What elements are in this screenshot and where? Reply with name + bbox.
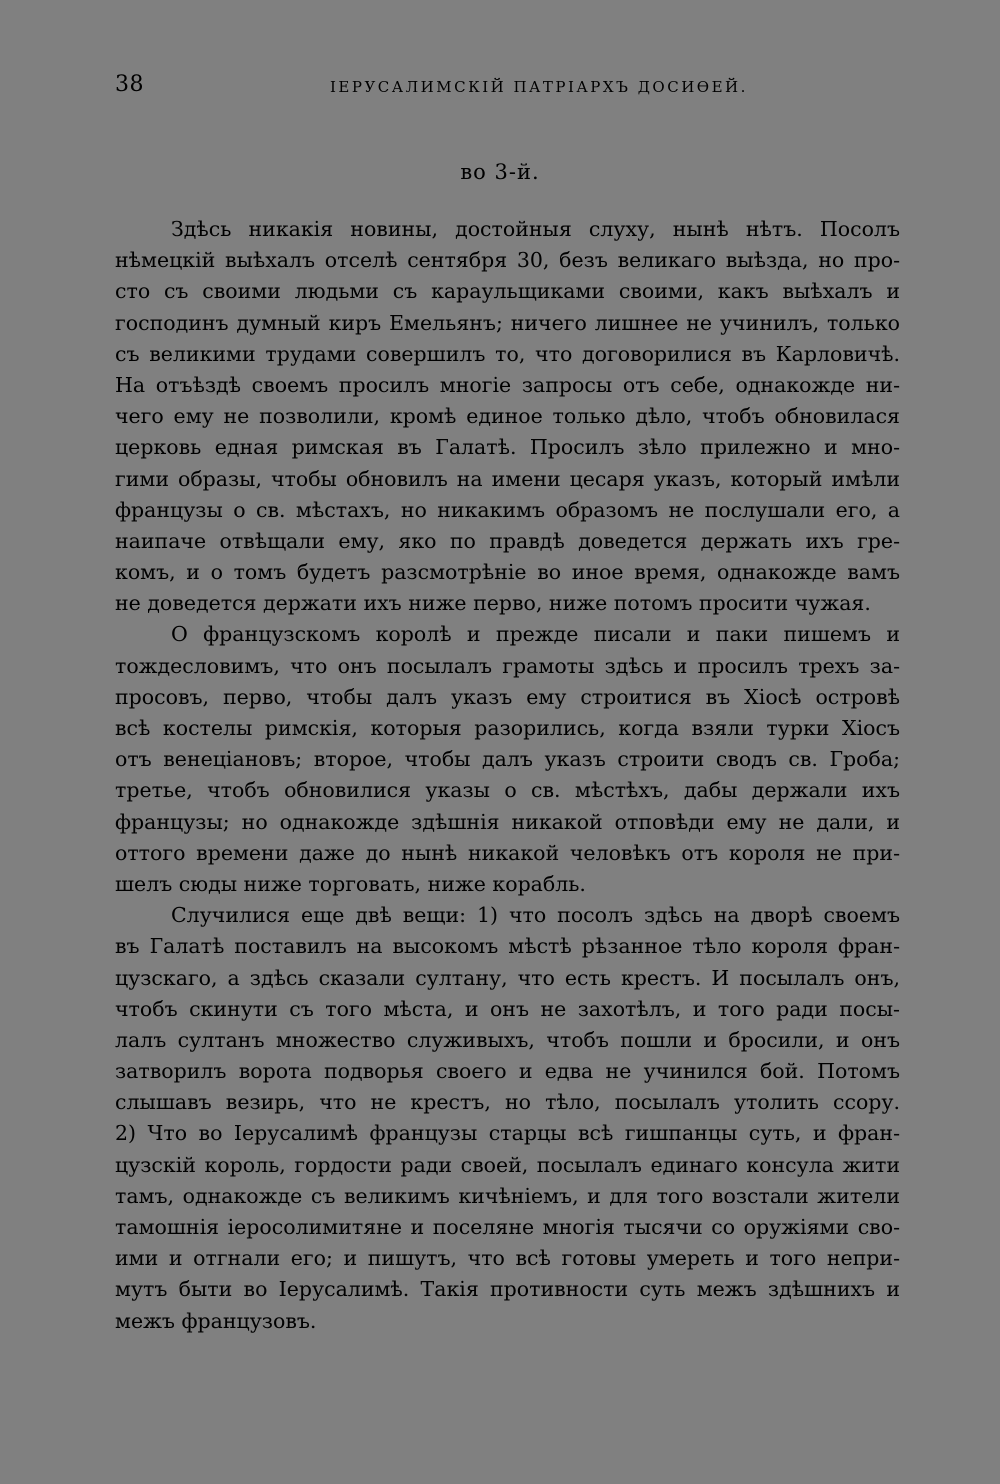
text-line: Случилися еще двѣ вещи: 1) что посолъ здѣсь на дворѣ своемъ xyxy=(171,903,900,928)
text-line: чего ему не позволили, кромѣ единое только дѣло, чтобъ обновилася xyxy=(115,404,900,429)
text-line: слышавъ везирь, что не крестъ, но тѣло, посылалъ утолить ссору. xyxy=(115,1090,900,1115)
text-line: съ великими трудами совершилъ то, что договорилися въ Карловичѣ. xyxy=(115,341,900,366)
text-line: цузскаго, а здѣсь сказали султану, что есть крестъ. И посылалъ онъ, xyxy=(115,965,900,990)
text-line: О французскомъ королѣ и прежде писали и паки пишемъ и xyxy=(171,622,900,647)
text-line: французы о св. мѣстахъ, но никакимъ образомъ не послушали его, а xyxy=(115,497,900,522)
text-line: тамъ, однакожде съ великимъ кичѣніемъ, и для того возстали жители xyxy=(115,1183,900,1208)
text-line: Здѣсь никакія новины, достойныя слуху, нынѣ нѣтъ. Посолъ xyxy=(171,217,900,241)
text-line: всѣ костелы римскія, которыя разорились, когда взяли турки Хіосъ xyxy=(115,716,900,740)
text-line: тождесловимъ, что онъ посылалъ грамоты здѣсь и просилъ трехъ за- xyxy=(115,653,900,678)
page-number: 38 xyxy=(115,72,144,97)
text-line: лалъ султанъ множество служивыхъ, чтобъ пошли и бросили, и онъ xyxy=(115,1027,900,1052)
text-line: 2) Что во Іерусалимѣ французы старцы всѣ гишпанцы суть, и фран- xyxy=(115,1121,900,1146)
text-line: церковь едная римская въ Галатѣ. Просилъ зѣло прилежно и мно- xyxy=(115,435,900,460)
text-line: въ Галатѣ поставилъ на высокомъ мѣстѣ рѣзанное тѣло короля фран- xyxy=(115,934,900,959)
text-line: господинъ думный киръ Емельянъ; ничего лишнее не учинилъ, только xyxy=(115,310,900,335)
text-line: цузскій король, гордости ради своей, посылалъ единаго консула жити xyxy=(115,1152,900,1177)
text-line: отъ венеціановъ; второе, чтобы далъ указъ строити сводъ св. Гроба; xyxy=(115,747,900,772)
section-title: во 3-й. xyxy=(460,160,540,184)
text-line: третье, чтобъ обновилися указы о св. мѣстѣхъ, дабы держали ихъ xyxy=(115,778,900,803)
text-line: оттого времени даже до нынѣ никакой человѣкъ отъ короля не при- xyxy=(115,840,900,865)
body-text xyxy=(115,214,900,1337)
text-line: комъ, и о томъ будетъ разсмотрѣніе во иное время, однакожде вамъ xyxy=(115,560,900,585)
text-line: не доведется держати ихъ ниже перво, ниже потомъ просити чужая. xyxy=(115,591,871,616)
text-line: гими образы, чтобы обновилъ на имени цесаря указъ, который имѣли xyxy=(115,466,900,491)
text-line: тамошнія іеросолимитяне и поселяне многія тысячи со оружіями сво- xyxy=(115,1215,900,1239)
text-line: чтобъ скинути съ того мѣста, и онъ не захотѣлъ, и того ради посы- xyxy=(115,996,900,1021)
text-line: затворилъ ворота подворья своего и едва не учинился бой. Потомъ xyxy=(115,1059,900,1084)
running-title: ІЕРУСАЛИМСКІЙ ПАТРІАРХЪ ДОСИѲЕЙ. xyxy=(330,78,748,96)
text-line: наипаче отвѣщали ему, яко по правдѣ доведется держать ихъ гре- xyxy=(115,528,900,553)
text-line: нѣмецкій выѣхалъ отселѣ сентября 30, безъ великаго выѣзда, но про- xyxy=(115,248,900,273)
text-line: мутъ быти во Іерусалимѣ. Такія противности суть межъ здѣшнихъ и xyxy=(115,1277,900,1302)
text-line: ими и отгнали его; и пишутъ, что всѣ готовы умереть и того непри- xyxy=(115,1246,900,1271)
text-line: межъ французовъ. xyxy=(115,1308,317,1333)
text-line: просовъ, перво, чтобы далъ указъ ему строитися въ Хіосѣ островѣ xyxy=(115,684,900,709)
text-line: шелъ сюды ниже торговать, ниже корабль. xyxy=(115,871,586,896)
text-line: На отъѣздѣ своемъ просилъ многіе запросы отъ себе, однакожде ни- xyxy=(115,372,900,397)
text-line: сто съ своими людьми съ караульщиками своими, какъ выѣхалъ и xyxy=(115,279,900,304)
text-line: французы; но однакожде здѣшнія никакой отповѣди ему не дали, и xyxy=(115,809,900,834)
